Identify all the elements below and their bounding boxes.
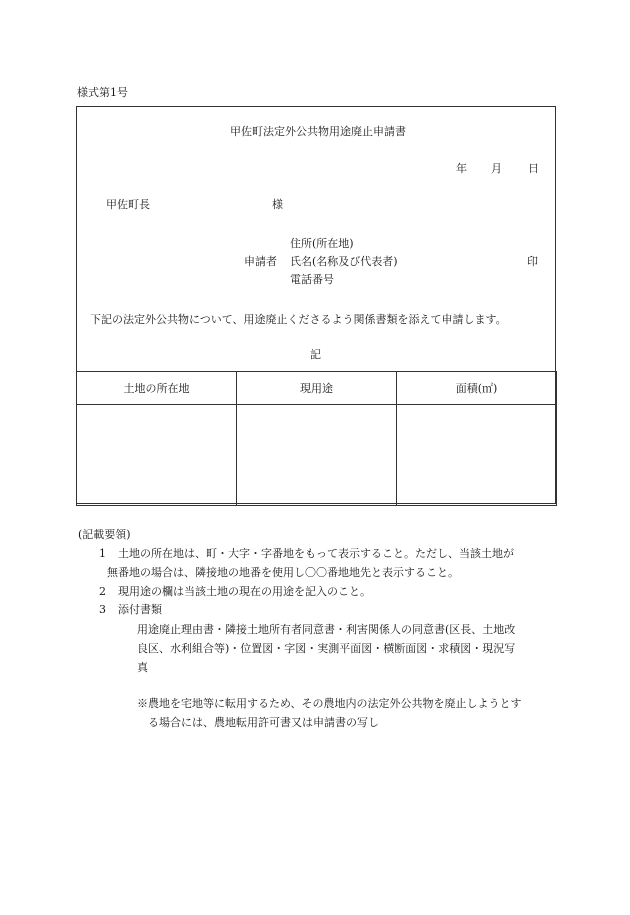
form-number: 様式第1号 [77,86,128,99]
note-1-number: 1 [99,547,106,560]
farmland-note-line-2: る場合には、農地転用許可書又は申請書の写し [148,716,379,729]
column-header-current-use: 現用途 [237,372,397,405]
request-statement: 下記の法定外公共物について、用途廃止くださるよう関係書類を添えて申請します。 [90,313,507,326]
date-year: 年 [456,162,467,175]
note-2-number: 2 [99,585,106,598]
attachments-line-1: 用途廃止理由書・隣接土地所有者同意書・利害関係人の同意書(区長、土地改 [137,623,516,636]
note-3-title: 添付書類 [118,603,162,616]
applicant-label: 申請者 [244,255,277,268]
column-header-location: 土地の所在地 [77,372,237,405]
applicant-phone-label: 電話番号 [290,273,334,286]
land-table [76,371,557,506]
table-header-row [77,372,557,405]
date-month: 月 [491,162,502,175]
table-row [77,405,557,506]
cell-location[interactable] [77,405,237,506]
seal-mark: 印 [527,255,538,268]
notes-heading: (記載要領) [78,528,131,541]
farmland-note-line-1: ※農地を宅地等に転用するため、その農地内の法定外公共物を廃止しようとす [137,697,522,710]
addressee-honorific: 様 [272,198,283,211]
note-3-number: 3 [99,603,106,616]
form-title: 甲佐町法定外公共物用途廃止申請書 [230,125,406,138]
column-header-area: 面積(㎡) [397,372,557,405]
attachments-line-3: 真 [137,661,148,674]
date-day: 日 [528,162,539,175]
ki-heading: 記 [310,348,321,361]
applicant-name-label: 氏名(名称及び代表者) [290,255,398,268]
applicant-address-label: 住所(所在地) [290,237,354,250]
addressee-name: 甲佐町長 [106,198,150,211]
note-1-line-2: 無番地の場合は、隣接地の地番を使用し〇〇番地地先と表示すること。 [107,566,459,579]
note-2-text: 現用途の欄は当該土地の現在の用途を記入のこと。 [118,585,371,598]
note-1-line-1: 土地の所在地は、町・大字・字番地をもって表示すること。ただし、当該土地が [118,547,514,560]
cell-current-use[interactable] [237,405,397,506]
cell-area[interactable] [397,405,557,506]
attachments-line-2: 良区、水利組合等)・位置図・字図・実測平面図・横断面図・求積図・現況写 [137,642,516,655]
